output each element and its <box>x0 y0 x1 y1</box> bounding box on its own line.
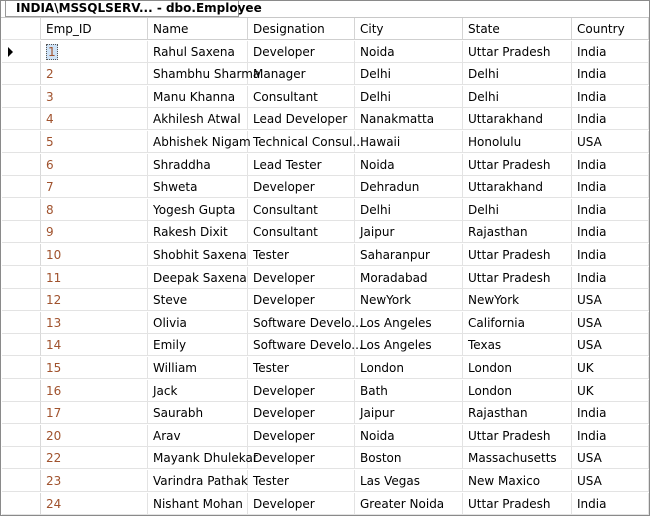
cell-name[interactable]: Shambhu Sharma <box>148 63 248 85</box>
cell-name[interactable]: Nishant Mohan <box>148 493 248 515</box>
table-row[interactable] <box>2 244 649 266</box>
cell-name[interactable]: Jack <box>148 380 248 402</box>
cell-emp-id[interactable]: 12 <box>41 289 148 311</box>
cell-city[interactable]: Bath <box>355 380 463 402</box>
cell-emp-id[interactable]: 3 <box>41 86 148 108</box>
cell-country[interactable]: India <box>572 267 649 289</box>
cell-designation[interactable]: Developer <box>248 402 355 424</box>
cell-name[interactable]: Akhilesh Atwal <box>148 108 248 130</box>
cell-name[interactable]: Shraddha <box>148 154 248 176</box>
cell-emp-id[interactable]: 7 <box>41 176 148 198</box>
cell-designation[interactable]: Lead Developer <box>248 108 355 130</box>
cell-state[interactable]: Massachusetts <box>463 447 572 469</box>
cell-designation[interactable]: Technical Consul... <box>248 131 355 153</box>
cell-designation[interactable]: Developer <box>248 267 355 289</box>
row-selector[interactable] <box>2 425 41 447</box>
cell-emp-id[interactable]: 11 <box>41 267 148 289</box>
cell-city[interactable]: Noida <box>355 41 463 63</box>
document-tab[interactable] <box>5 1 262 17</box>
col-state-header[interactable]: State <box>463 18 572 40</box>
cell-emp-id[interactable]: 17 <box>41 402 148 424</box>
cell-emp-id[interactable]: 10 <box>41 244 148 266</box>
table-row[interactable] <box>2 267 649 289</box>
cell-emp-id[interactable]: 2 <box>41 63 148 85</box>
cell-designation[interactable]: Developer <box>248 380 355 402</box>
cell-designation[interactable]: Developer <box>248 41 355 63</box>
table-row[interactable] <box>2 380 649 402</box>
cell-emp-id[interactable]: 24 <box>41 493 148 515</box>
cell-state[interactable]: Rajasthan <box>463 221 572 243</box>
cell-country[interactable]: India <box>572 63 649 85</box>
table-row[interactable] <box>2 108 649 130</box>
cell-name[interactable]: William <box>148 357 248 379</box>
cell-country[interactable]: UK <box>572 357 649 379</box>
cell-country[interactable]: India <box>572 154 649 176</box>
cell-name[interactable]: Steve <box>148 289 248 311</box>
cell-designation[interactable]: Consultant <box>248 86 355 108</box>
table-row[interactable] <box>2 86 649 108</box>
cell-country[interactable]: USA <box>572 289 649 311</box>
cell-emp-id[interactable]: 22 <box>41 447 148 469</box>
cell-emp-id[interactable]: 15 <box>41 357 148 379</box>
cell-city[interactable]: Jaipur <box>355 402 463 424</box>
row-selector[interactable] <box>2 289 41 311</box>
cell-state[interactable]: Delhi <box>463 86 572 108</box>
cell-state[interactable]: Uttar Pradesh <box>463 244 572 266</box>
row-selector[interactable] <box>2 108 41 130</box>
col-emp-id-header[interactable]: Emp_ID <box>41 18 148 40</box>
cell-city[interactable]: Saharanpur <box>355 244 463 266</box>
cell-country[interactable]: India <box>572 221 649 243</box>
cell-designation[interactable]: Lead Tester <box>248 154 355 176</box>
row-selector[interactable] <box>2 334 41 356</box>
row-selector[interactable] <box>2 221 41 243</box>
table-row[interactable] <box>2 289 649 311</box>
cell-designation[interactable]: Tester <box>248 244 355 266</box>
cell-city[interactable]: Jaipur <box>355 221 463 243</box>
cell-state[interactable]: London <box>463 380 572 402</box>
table-row[interactable] <box>2 63 649 85</box>
cell-state[interactable]: Uttarakhand <box>463 176 572 198</box>
row-selector[interactable] <box>2 267 41 289</box>
cell-designation[interactable]: Tester <box>248 357 355 379</box>
cell-city[interactable]: Hawaii <box>355 131 463 153</box>
table-row[interactable] <box>2 357 649 379</box>
cell-country[interactable]: UK <box>572 380 649 402</box>
cell-city[interactable]: Dehradun <box>355 176 463 198</box>
col-name-header[interactable]: Name <box>148 18 248 40</box>
table-row[interactable] <box>2 176 649 198</box>
cell-country[interactable]: India <box>572 86 649 108</box>
cell-name[interactable]: Rahul Saxena <box>148 41 248 63</box>
row-selector[interactable] <box>2 493 41 515</box>
row-selector[interactable] <box>2 312 41 334</box>
cell-city[interactable]: Las Vegas <box>355 470 463 492</box>
cell-state[interactable]: Uttar Pradesh <box>463 425 572 447</box>
table-row[interactable] <box>2 41 649 63</box>
row-selector[interactable] <box>2 154 41 176</box>
cell-emp-id[interactable]: 23 <box>41 470 148 492</box>
cell-state[interactable]: Uttar Pradesh <box>463 41 572 63</box>
cell-country[interactable]: India <box>572 41 649 63</box>
row-selector[interactable] <box>2 63 41 85</box>
cell-designation[interactable]: Software Develo... <box>248 312 355 334</box>
row-selector[interactable] <box>2 131 41 153</box>
row-selector[interactable] <box>2 402 41 424</box>
row-pointer-arrow-icon <box>8 47 13 57</box>
cell-state[interactable]: Uttarakhand <box>463 108 572 130</box>
row-selector[interactable] <box>2 86 41 108</box>
table-row[interactable] <box>2 402 649 424</box>
cell-emp-id[interactable]: 20 <box>41 425 148 447</box>
cell-designation[interactable]: Software Develo... <box>248 334 355 356</box>
table-row[interactable] <box>2 154 649 176</box>
cell-name[interactable]: Saurabh <box>148 402 248 424</box>
cell-emp-id[interactable]: 13 <box>41 312 148 334</box>
cell-name[interactable]: Abhishek Nigam <box>148 131 248 153</box>
cell-name[interactable]: Yogesh Gupta <box>148 199 248 221</box>
row-selector[interactable] <box>2 176 41 198</box>
cell-emp-id[interactable] <box>41 41 148 63</box>
cell-name[interactable]: Olivia <box>148 312 248 334</box>
cell-country[interactable]: USA <box>572 470 649 492</box>
cell-city[interactable]: Delhi <box>355 86 463 108</box>
row-selector[interactable] <box>2 470 41 492</box>
cell-city[interactable]: London <box>355 357 463 379</box>
cell-state[interactable]: Delhi <box>463 199 572 221</box>
cell-city[interactable]: Greater Noida <box>355 493 463 515</box>
table-row[interactable] <box>2 470 649 492</box>
cell-state[interactable]: Texas <box>463 334 572 356</box>
document-tab-title: INDIA\MSSQLSERV... - dbo.Employee <box>16 1 262 15</box>
cell-emp-id[interactable]: 16 <box>41 380 148 402</box>
row-selector[interactable] <box>2 447 41 469</box>
cell-state[interactable]: NewYork <box>463 289 572 311</box>
cell-state[interactable]: New Maxico <box>463 470 572 492</box>
cell-name[interactable]: Shweta <box>148 176 248 198</box>
cell-city[interactable]: Los Angeles <box>355 334 463 356</box>
cell-city[interactable]: Nanakmatta <box>355 108 463 130</box>
cell-state[interactable]: Uttar Pradesh <box>463 493 572 515</box>
cell-state[interactable]: Honolulu <box>463 131 572 153</box>
cell-name[interactable]: Arav <box>148 425 248 447</box>
cell-country[interactable]: India <box>572 199 649 221</box>
cell-name[interactable]: Mayank Dhulekar <box>148 447 248 469</box>
col-designation-header[interactable]: Designation <box>248 18 355 40</box>
header-row <box>2 18 649 40</box>
cell-emp-id[interactable]: 5 <box>41 131 148 153</box>
col-country-header[interactable]: Country <box>572 18 649 40</box>
row-selector[interactable] <box>2 41 41 63</box>
cell-name[interactable]: Varindra Pathak <box>148 470 248 492</box>
cell-country[interactable]: India <box>572 493 649 515</box>
col-city-header[interactable]: City <box>355 18 463 40</box>
cell-name[interactable]: Shobhit Saxena <box>148 244 248 266</box>
table-row[interactable] <box>2 425 649 447</box>
cell-city[interactable]: Noida <box>355 425 463 447</box>
cell-designation[interactable]: Developer <box>248 289 355 311</box>
cell-designation[interactable]: Manager <box>248 63 355 85</box>
table-row[interactable] <box>2 221 649 243</box>
corner-cell[interactable] <box>2 18 41 40</box>
row-selector[interactable] <box>2 244 41 266</box>
cell-city[interactable]: Boston <box>355 447 463 469</box>
cell-state[interactable]: California <box>463 312 572 334</box>
cell-emp-id[interactable]: 9 <box>41 221 148 243</box>
cell-designation[interactable]: Developer <box>248 425 355 447</box>
cell-country[interactable]: USA <box>572 334 649 356</box>
cell-city[interactable]: NewYork <box>355 289 463 311</box>
row-selector[interactable] <box>2 380 41 402</box>
table-row[interactable] <box>2 312 649 334</box>
cell-city[interactable]: Delhi <box>355 63 463 85</box>
cell-country[interactable]: India <box>572 176 649 198</box>
cell-country[interactable]: USA <box>572 447 649 469</box>
cell-country[interactable]: USA <box>572 312 649 334</box>
cell-emp-id[interactable]: 6 <box>41 154 148 176</box>
cell-emp-id[interactable]: 8 <box>41 199 148 221</box>
cell-name[interactable]: Manu Khanna <box>148 86 248 108</box>
cell-designation[interactable]: Consultant <box>248 221 355 243</box>
cell-designation[interactable]: Consultant <box>248 199 355 221</box>
cell-designation[interactable]: Developer <box>248 176 355 198</box>
cell-emp-id[interactable]: 4 <box>41 108 148 130</box>
cell-city[interactable]: Noida <box>355 154 463 176</box>
cell-country[interactable]: India <box>572 244 649 266</box>
cell-name[interactable]: Deepak Saxena <box>148 267 248 289</box>
cell-state[interactable]: London <box>463 357 572 379</box>
cell-state[interactable]: Rajasthan <box>463 402 572 424</box>
cell-name[interactable]: Emily <box>148 334 248 356</box>
cell-country[interactable]: India <box>572 108 649 130</box>
cell-city[interactable]: Los Angeles <box>355 312 463 334</box>
table-row[interactable] <box>2 131 649 153</box>
cell-state[interactable]: Uttar Pradesh <box>463 154 572 176</box>
cell-state[interactable]: Delhi <box>463 63 572 85</box>
table-row[interactable] <box>2 199 649 221</box>
row-selector[interactable] <box>2 357 41 379</box>
cell-designation[interactable]: Tester <box>248 470 355 492</box>
table-row[interactable] <box>2 447 649 469</box>
row-selector[interactable] <box>2 199 41 221</box>
selected-cell-value[interactable]: 1 <box>48 44 56 59</box>
cell-designation[interactable]: Developer <box>248 447 355 469</box>
cell-designation[interactable]: Developer <box>248 493 355 515</box>
cell-state[interactable]: Uttar Pradesh <box>463 267 572 289</box>
cell-country[interactable]: India <box>572 402 649 424</box>
cell-country[interactable]: India <box>572 425 649 447</box>
cell-emp-id[interactable]: 14 <box>41 334 148 356</box>
cell-city[interactable]: Moradabad <box>355 267 463 289</box>
table-row[interactable] <box>2 493 649 515</box>
cell-country[interactable]: USA <box>572 131 649 153</box>
cell-city[interactable]: Delhi <box>355 199 463 221</box>
cell-name[interactable]: Rakesh Dixit <box>148 221 248 243</box>
table-row[interactable] <box>2 334 649 356</box>
